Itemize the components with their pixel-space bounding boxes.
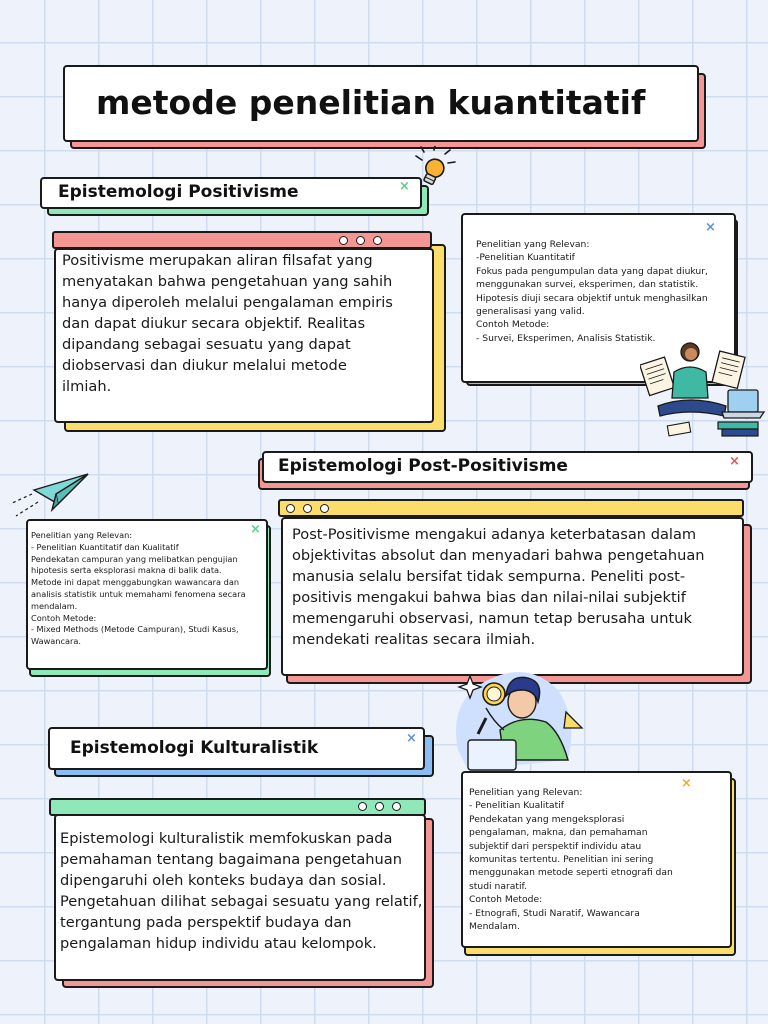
section-1-heading: Epistemologi Positivisme	[58, 182, 299, 202]
section-3-body: Epistemologi kulturalistik memfokuskan pada pemahaman tentang bagaimana pengetahuan dipengaruhi oleh konteks budaya dan sosial. Pengetahuan dilihat sebagai sesuatu yang relatif, tergantung pada perspektif budaya dan pengalaman hidup individu atau kelompok.	[60, 830, 423, 952]
close-icon[interactable]: ×	[399, 179, 410, 194]
section-3-note: Penelitian yang Relevan: - Penelitian Kualitatif Pendekatan yang mengeksplorasi pengalaman, makna, dan pemahaman subjektif dari perspektif individu atau komunitas tertentu. Penelitian ini sering menggunakan metode seperti etnografi dan studi naratif. Contoh Metode: - Etnografi, Studi Naratif, Wawancara Mendalam.	[469, 787, 673, 933]
window-dots	[358, 802, 401, 811]
window-dots	[339, 236, 382, 245]
section-2-body: Post-Positivisme mengakui adanya keterbatasan dalam objektivitas absolut dan menyadari bahwa pengetahuan manusia selalu bersifat tidak sempurna. Peneliti post- positivis mengakui bahwa bias dan nilai-nilai subjektif memengaruhi observasi, namun tetap berusaha untuk mendekati realitas secara ilmiah.	[292, 526, 705, 648]
reading-person-illustration	[640, 338, 768, 442]
section-2-heading: Epistemologi Post-Positivisme	[278, 456, 568, 476]
paper-plane-icon	[6, 470, 94, 522]
close-icon[interactable]: ×	[681, 776, 692, 791]
close-icon[interactable]: ×	[705, 220, 716, 235]
magnifier-person-illustration	[448, 660, 588, 772]
section-2-note: Penelitian yang Relevan: - Penelitian Kuantitatif dan Kualitatif Pendekatan campuran yang melibatkan pengujian hipotesis serta eksplorasi makna di balik data. Metode ini dapat menggabungkan wawancara dan analisis statistik untuk memahami fenomena secara mendalam. Contoh Metode: - Mixed Methods (Metode Campuran), Studi Kasus, Wawancara.	[31, 530, 246, 647]
body-2-topbar	[278, 499, 744, 517]
close-icon[interactable]: ×	[250, 522, 261, 537]
page-title: metode penelitian kuantitatif	[96, 83, 646, 122]
section-1-body: Positivisme merupakan aliran filsafat yang menyatakan bahwa pengetahuan yang sahih hanya diperoleh melalui pengalaman empiris dan dapat diukur secara objektif. Realitas dipandang sebagai sesuatu yang dapat diobservasi dan diukur melalui metode ilmiah.	[62, 252, 393, 395]
close-icon[interactable]: ×	[406, 731, 417, 746]
section-1-note: Penelitian yang Relevan: -Penelitian Kuantitatif Fokus pada pengumpulan data yang dapat diukur, menggunakan survei, eksperimen, dan statistik. Hipotesis diuji secara objektif untuk menghasilkan generalisasi yang valid. Contoh Metode: - Survei, Eksperimen, Analisis Statistik.	[476, 239, 708, 344]
close-icon[interactable]: ×	[729, 454, 740, 469]
window-dots	[286, 504, 329, 513]
section-3-heading: Epistemologi Kulturalistik	[70, 738, 319, 758]
